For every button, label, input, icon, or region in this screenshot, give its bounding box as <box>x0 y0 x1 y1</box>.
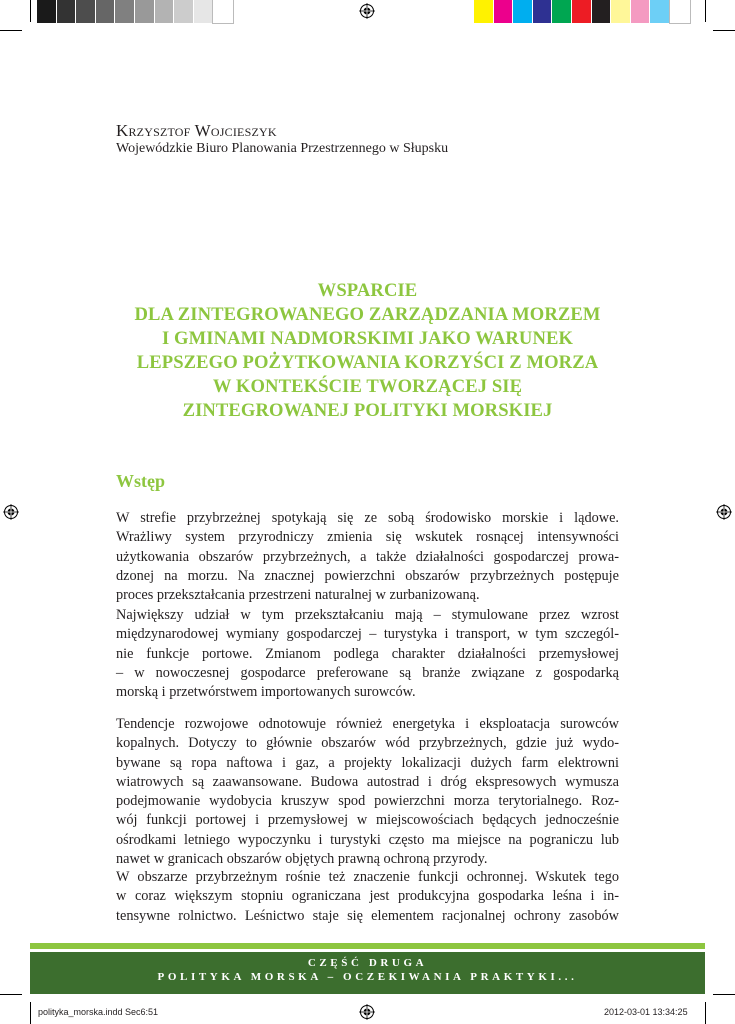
color-swatch <box>650 0 670 23</box>
color-swatch <box>213 0 233 23</box>
paragraph <box>116 715 619 869</box>
crop-mark <box>30 1002 31 1024</box>
text-line: kopalnych. Dotyczy to głównie obszarów wód przybrzeżnych, gdzie już wydo- <box>116 735 619 752</box>
text-line: wój funkcji portowej i przemysłowej w miejscowościach będących jednocześnie <box>116 812 619 829</box>
text-line: w coraz większym stopniu ograniczana jest produkcyjna gospodarka leśna i in- <box>116 888 619 905</box>
author-name: Krzysztof Wojcieszyk <box>116 121 277 140</box>
color-swatch <box>96 0 116 23</box>
title-line: LEPSZEGO POŻYTKOWANIA KORZYŚCI Z MORZA <box>136 352 599 373</box>
text-line: Wrażliwy system przyrodniczy zmienia się wskutek rosnącej intensywności <box>116 529 619 546</box>
text-line: podejmowanie wydobycia kruszyw spod powierzchni morza terytorialnego. Roz- <box>116 793 619 810</box>
section-heading: Wstęp <box>116 471 165 491</box>
color-swatch <box>194 0 214 23</box>
text-line: Tendencje rozwojowe odnotowuje również energetyka i eksploatacja surowców <box>116 716 619 732</box>
text-line: morską i przetwórstwem importowanych surowców. <box>116 684 416 701</box>
title-line: W KONTEKŚCIE TWORZĄCEJ SIĘ <box>212 376 523 397</box>
text-line: dzonej na morzu. Na znacznej powierzchni obszarów przybrzeżnych postępuje <box>116 567 619 584</box>
slug-timestamp: 2012-03-01 13:34:25 <box>604 1007 688 1017</box>
color-swatch <box>611 0 631 23</box>
running-footer-band <box>30 952 705 994</box>
text-line: ośrodkami letniego wypoczynku i turystyki często ma miejsce na pograniczu lub <box>116 831 619 848</box>
color-swatch <box>494 0 514 23</box>
text-line: W obszarze przybrzeżnym rośnie też znaczenie funkcji ochronnej. Wskutek tego <box>116 869 619 885</box>
registration-target-icon <box>359 3 375 19</box>
text-line: nawet w granicach obszarów objętych prawną ochroną przyrody. <box>116 851 488 868</box>
registration-target-icon <box>3 504 19 520</box>
color-swatch <box>115 0 135 23</box>
text-line: międzynarodowej wymiany gospodarczej – turystyka i transport, w tym szczegól- <box>116 626 619 643</box>
color-swatch <box>174 0 194 23</box>
part-label: CZĘŚĆ DRUGA <box>307 957 428 969</box>
color-swatch <box>57 0 77 23</box>
text-line: tensywne rolnictwo. Leśnictwo staje się elementem racjonalnej ochrony zasobów <box>116 907 619 924</box>
color-swatch <box>533 0 553 23</box>
footer-accent-line <box>30 943 705 949</box>
title-line: ZINTEGROWANEJ POLITYKI MORSKIEJ <box>182 400 553 421</box>
color-swatch <box>155 0 175 23</box>
color-swatch <box>135 0 155 23</box>
crop-mark <box>0 994 22 995</box>
text-line: W strefie przybrzeżnej spotykają się ze sobą środowisko morskie i lądowe. <box>116 510 619 526</box>
color-swatch <box>670 0 690 23</box>
title-line: WSPARCIE <box>317 280 418 301</box>
article-title <box>100 279 635 423</box>
registration-target-icon <box>716 504 732 520</box>
color-swatch <box>572 0 592 23</box>
color-swatch <box>474 0 494 23</box>
crop-mark <box>713 994 735 995</box>
text-line: bywane są ropa naftowa i gaz, a projekty lokalizacji dużych farm elektrowni <box>116 754 619 771</box>
text-line: wiatrowych są zaawansowane. Budowa autostrad i dróg ekspresowych wymusza <box>116 773 619 790</box>
text-line: nie funkcje portowe. Zmianom podlega charakter działalności przemysłowej <box>116 645 619 662</box>
crop-mark <box>0 30 22 31</box>
color-swatch <box>631 0 651 23</box>
crop-mark <box>713 30 735 31</box>
text-line: proces przekształcania przestrzeni naturalnej w zurbanizowaną. <box>116 587 480 604</box>
book-title: POLITYKA MORSKA – OCZEKIWANIA PRAKTYKI... <box>157 971 578 983</box>
color-swatch <box>513 0 533 23</box>
paragraph <box>116 606 619 702</box>
text-line: użytkowania obszarów przybrzeżnych, a także działalności gospodarczej prowa- <box>116 548 619 565</box>
crop-mark <box>705 0 706 22</box>
color-swatch <box>76 0 96 23</box>
author-affiliation: Wojewódzkie Biuro Planowania Przestrzennego w Słupsku <box>116 141 449 156</box>
text-line: – w nowoczesnej gospodarce preferowane są branże związane z gospodarką <box>116 664 619 681</box>
text-line: Największy udział w tym przekształcaniu mają – stymulowane przez wzrost <box>116 607 619 623</box>
slug-filename: polityka_morska.indd Sec6:51 <box>38 1007 159 1017</box>
color-swatch <box>592 0 612 23</box>
crop-mark <box>30 0 31 22</box>
paragraph <box>116 509 619 605</box>
crop-mark <box>705 1002 706 1024</box>
paragraph <box>116 868 619 926</box>
color-swatch <box>552 0 572 23</box>
color-swatch <box>37 0 57 23</box>
gray-color-bar <box>37 0 233 23</box>
process-color-bar <box>474 0 690 23</box>
title-line: I GMINAMI NADMORSKIMI JAKO WARUNEK <box>161 328 574 349</box>
registration-target-icon <box>359 1004 375 1020</box>
title-line: DLA ZINTEGROWANEGO ZARZĄDZANIA MORZEM <box>134 304 601 325</box>
